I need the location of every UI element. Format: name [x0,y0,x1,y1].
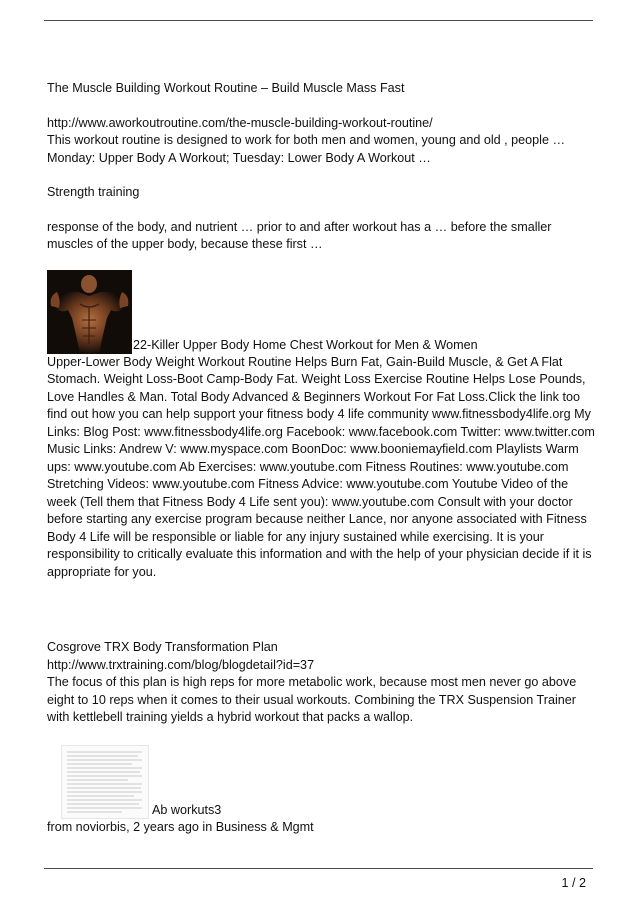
strength-snippet: response of the body, and nutrient … prior to and after workout has a … before the smaller muscles of the upper body, because these first … [47,219,552,251]
slideshare-title[interactable]: Ab workuts3 [152,802,222,817]
video-title[interactable]: 22-Killer Upper Body Home Chest Workout for Men & Women [133,337,478,352]
video-row [47,270,595,354]
page-title: The Muscle Building Workout Routine – Build Muscle Mass Fast [47,81,405,95]
slideshare-meta: from noviorbis, 2 years ago in Business & Mgmt [47,819,314,834]
bottom-divider [44,868,593,869]
bodybuilder-thumbnail[interactable] [47,270,132,354]
main-content [47,80,595,836]
article-url[interactable]: http://www.aworkoutroutine.com/the-muscle-building-workout-routine/ [47,115,433,130]
top-divider [44,20,593,21]
article-snippet-2: Monday: Upper Body A Workout; Tuesday: Lower Body A Workout … [47,150,431,165]
trx-description: The focus of this plan is high reps for more metabolic work, because most men never go above eight to 10 reps when it comes to their usual workouts. Combining the TRX Suspension Trainer with kettlebell training yields a hybrid workout that packs a wallop. [47,675,577,724]
slideshare-thumbnail[interactable] [61,745,149,819]
video-description: Upper-Lower Body Weight Workout Routine Helps Burn Fat, Gain-Build Muscle, & Get A Flat Stomach. Weight Loss-Boot Camp-Body Fat. Weight Loss Exercise Routine Helps Lose Pounds, Love Handles & Man. Total Body Advanced & Beginners Workout For Fat Loss.Click the link too find out how you can help support your fitness body 4 life community www.fitnessbody4life.org My Links: Blog Post: www.fitnessbody4life.org Facebook: www.facebook.com Twitter: www.twitter.com Music Links: Andrew V: www.myspace.com BoonDoc: www.booniemayfield.com Playlists Warm ups: www.youtube.com Ab Exercises: www.youtube.com Fitness Routines: www.youtube.com Stretching Videos: www.youtube.com Fitness Advice: www.youtube.com Youtube Video of the week (Tell them that Fitness Body 4 Life sent you): www.youtube.com Consult with your doctor before starting any exercise program because neither Lance, nor anyone associated with Fitness Body 4 Life will be responsible or liable for any injury sustained while exercising. It is your responsibility to critically evaluate this information and with the help of your physician decide if it is appropriate for you. [47,354,595,579]
page-number: 1 / 2 [561,876,586,890]
section-heading-strength: Strength training [47,185,140,199]
trx-title: Cosgrove TRX Body Transformation Plan [47,640,278,654]
article-snippet-1: This workout routine is designed to work for both men and women, young and old , people … [47,133,566,147]
trx-url[interactable]: http://www.trxtraining.com/blog/blogdetail?id=37 [47,657,315,672]
slideshare-row [47,745,595,819]
